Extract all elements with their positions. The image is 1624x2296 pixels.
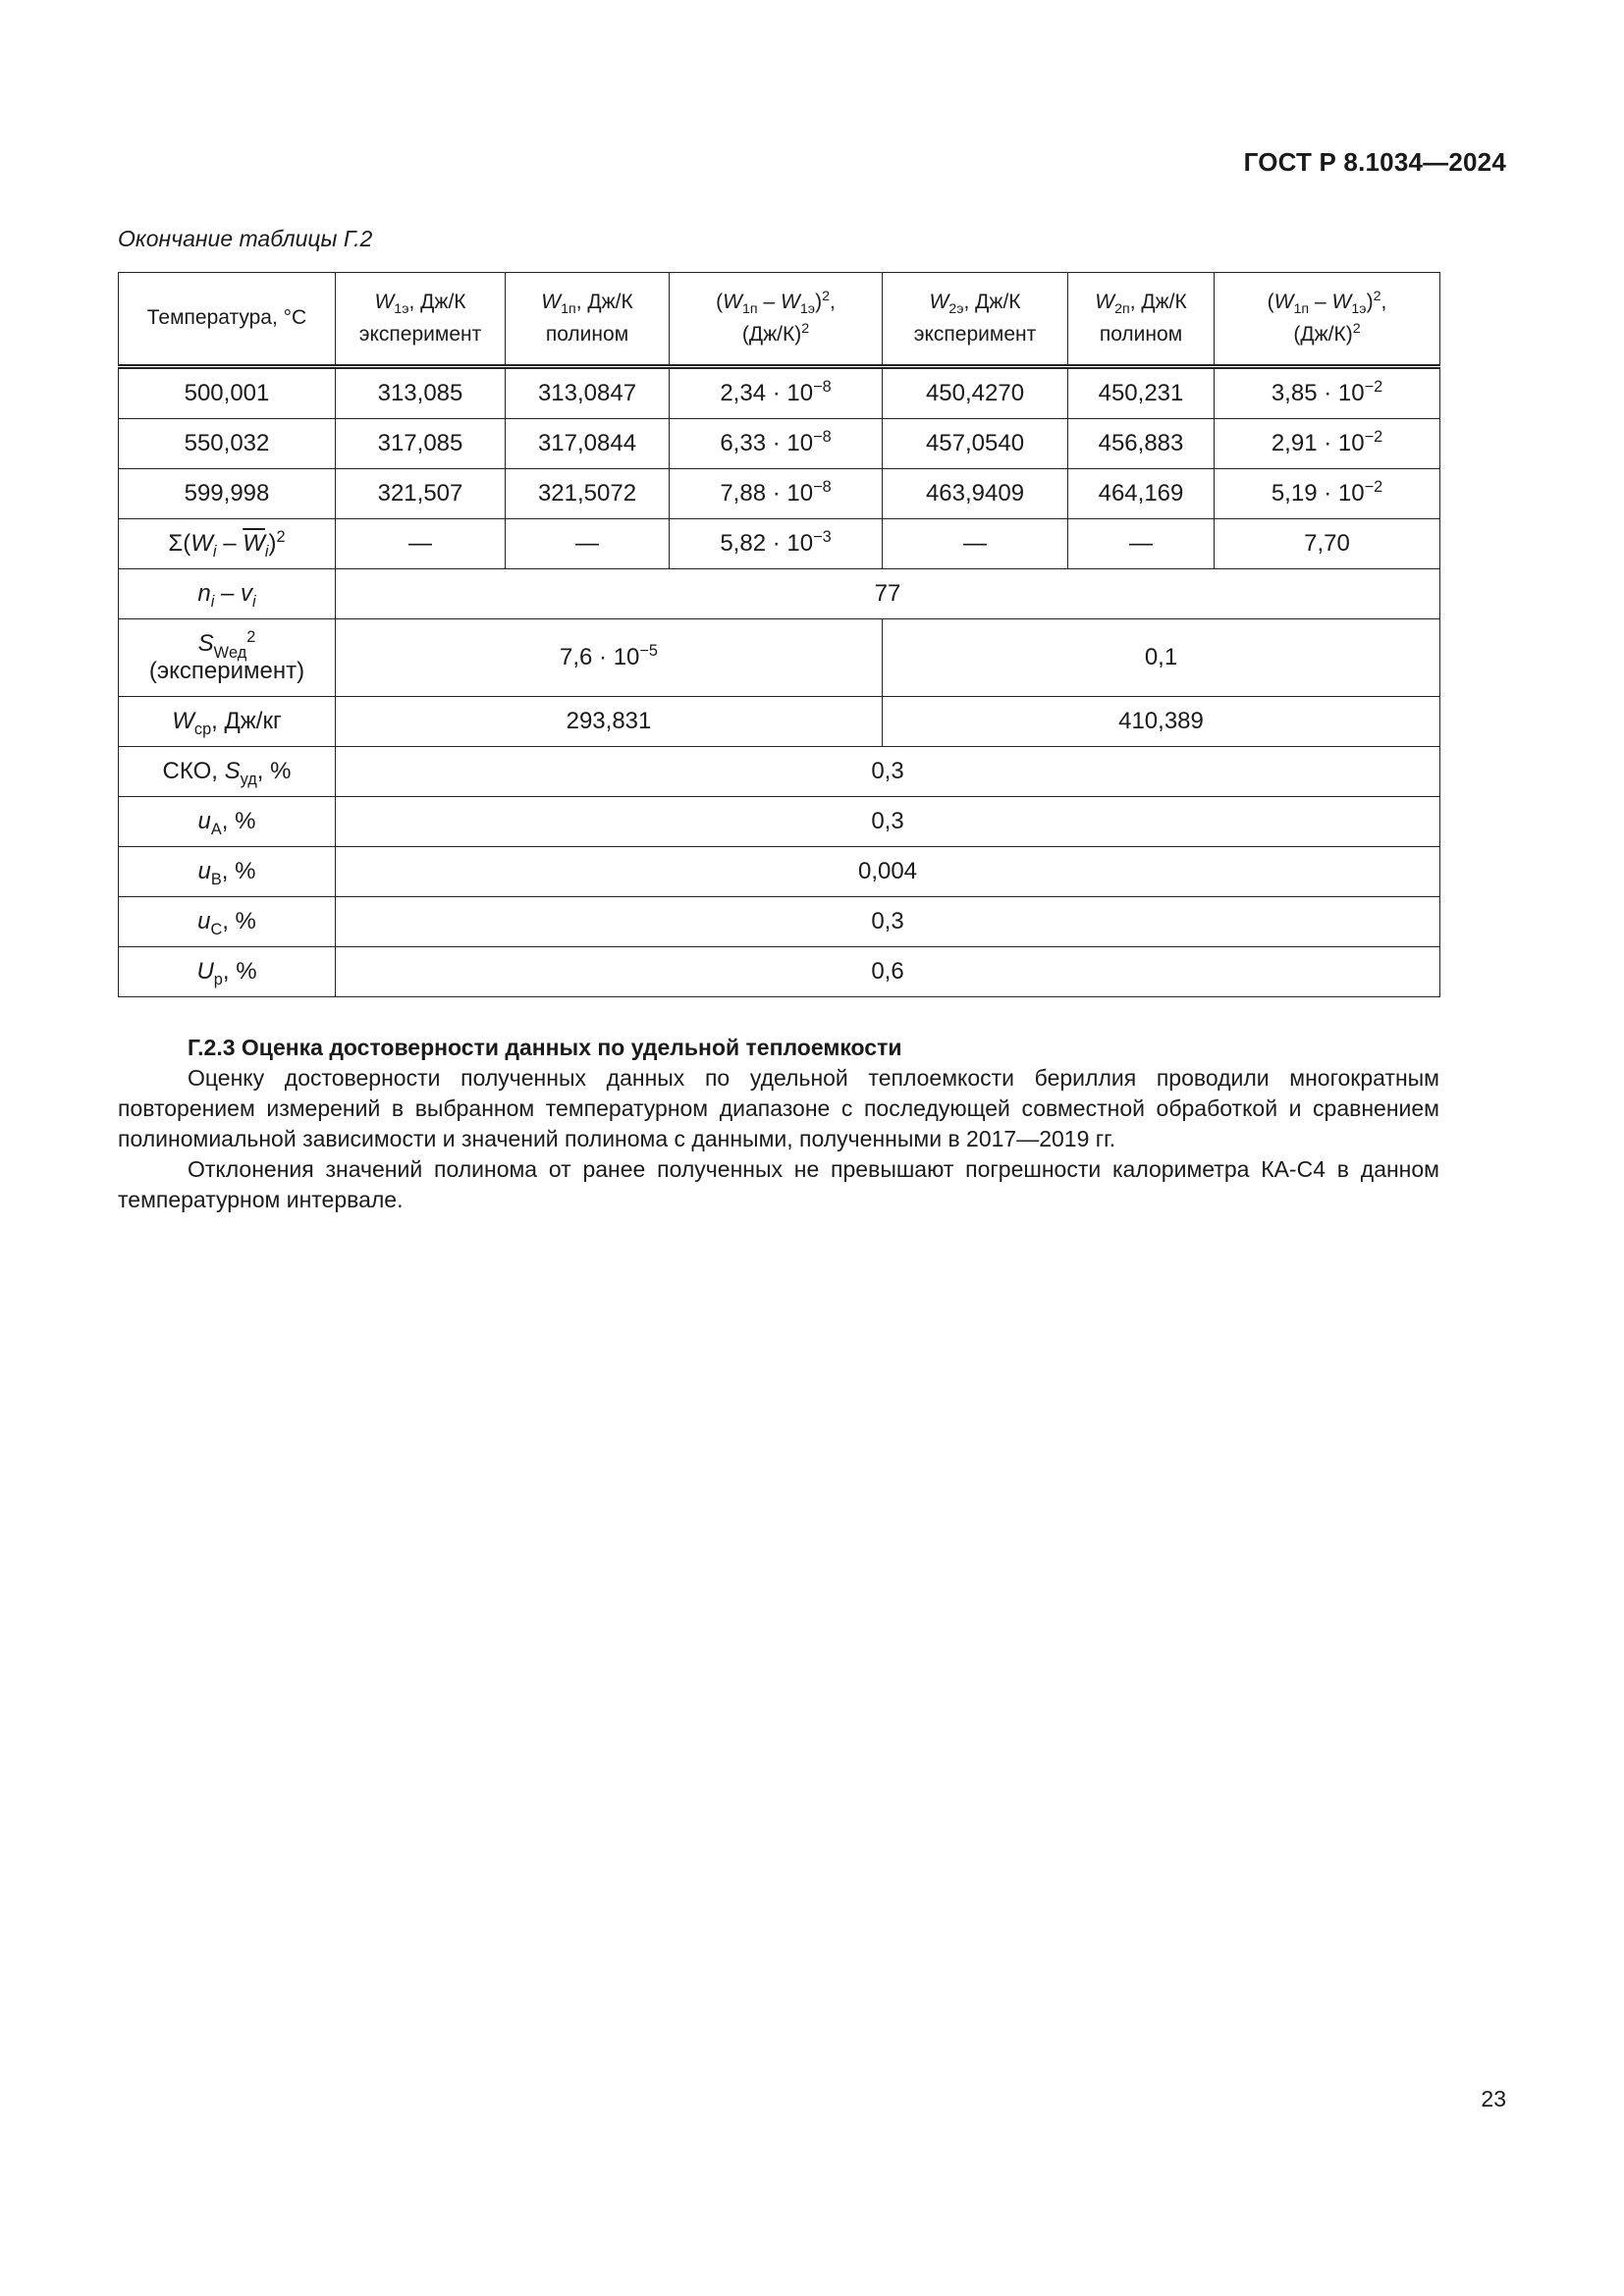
header-diff1: $(W_{1п} - W_{1э})^2$, $(Дж/К)^2$ [670, 273, 883, 367]
header-w2p: $W_{2п}$, Дж/К полином [1068, 273, 1215, 367]
section-paragraph-1: Оценку достоверности полученных данных по удельной теплоемкости бериллия проводили многократным повторением измерений в выбранном температурном диапазоне с последующей совместной обработкой и сравнением полиномиальной зависимости и значений полинома с данными, полученными в 2017—2019 гг. [118, 1065, 1439, 1151]
cell-diff2: $2,91 \cdot 10^{-2}$ [1215, 419, 1440, 469]
table-row [119, 367, 1440, 419]
ub-row [119, 847, 1440, 897]
degrees-freedom-row [119, 569, 1440, 619]
cell-temp: 500,001 [119, 367, 336, 419]
up-row [119, 947, 1440, 997]
cell-temp: 550,032 [119, 419, 336, 469]
sko-label: СКО, $S_{уд}$, % [119, 747, 336, 797]
header-w1e: $W_{1э}$, Дж/К эксперимент [336, 273, 506, 367]
header-temperature: Температура, °C [119, 273, 336, 367]
header-diff2: $(W_{1п} - W_{1э})^2$, $(Дж/К)^2$ [1215, 273, 1440, 367]
sko-row [119, 747, 1440, 797]
cell-dash: — [336, 519, 506, 569]
cell-w1p: 317,0844 [506, 419, 670, 469]
mean-value-1: 293,831 [336, 697, 883, 747]
ua-row [119, 797, 1440, 847]
section-paragraph-2: Отклонения значений полинома от ранее полученных не превышают погрешности калориметра КА-С4 в данном температурном интервале. [118, 1156, 1439, 1212]
ua-label: $u_A$, % [119, 797, 336, 847]
sko-value: 0,3 [336, 747, 1440, 797]
cell-diff2: $3,85 \cdot 10^{-2}$ [1215, 367, 1440, 419]
uc-label: $u_C$, % [119, 897, 336, 947]
uc-value: 0,3 [336, 897, 1440, 947]
sum-diff1: $5,82 \cdot 10^{-3}$ [670, 519, 883, 569]
cell-dash: — [1068, 519, 1215, 569]
table-caption: Окончание таблицы Г.2 [118, 226, 373, 251]
mean-row [119, 697, 1440, 747]
cell-w1p: 313,0847 [506, 367, 670, 419]
cell-temp: 599,998 [119, 469, 336, 519]
cell-w1p: 321,5072 [506, 469, 670, 519]
variance-label: $S_{Wед}^2$ (эксперимент) [119, 619, 336, 697]
cell-w2p: 464,169 [1068, 469, 1215, 519]
table-row [119, 419, 1440, 469]
up-value: 0,6 [336, 947, 1440, 997]
cell-dash: — [506, 519, 670, 569]
cell-w2e: 457,0540 [883, 419, 1068, 469]
cell-diff1: $6,33 \cdot 10^{-8}$ [670, 419, 883, 469]
section-title: Г.2.3 Оценка достоверности данных по удельной теплоемкости [188, 1035, 902, 1060]
degrees-freedom-label: $n_i - v_i$ [119, 569, 336, 619]
cell-w2e: 450,4270 [883, 367, 1068, 419]
page-number: 23 [1481, 2086, 1506, 2111]
table-header-row [119, 273, 1440, 367]
cell-w1e: 317,085 [336, 419, 506, 469]
cell-w2e: 463,9409 [883, 469, 1068, 519]
cell-w1e: 313,085 [336, 367, 506, 419]
cell-dash: — [883, 519, 1068, 569]
cell-diff1: $2,34 \cdot 10^{-8}$ [670, 367, 883, 419]
sum-row [119, 519, 1440, 569]
cell-diff1: $7,88 \cdot 10^{-8}$ [670, 469, 883, 519]
variance-row [119, 619, 1440, 697]
table-row [119, 469, 1440, 519]
mean-value-2: 410,389 [883, 697, 1440, 747]
standard-code: ГОСТ Р 8.1034—2024 [1243, 147, 1506, 177]
cell-w1e: 321,507 [336, 469, 506, 519]
cell-w2p: 456,883 [1068, 419, 1215, 469]
ub-label: $u_B$, % [119, 847, 336, 897]
header-w2e: $W_{2э}$, Дж/К эксперимент [883, 273, 1068, 367]
ub-value: 0,004 [336, 847, 1440, 897]
variance-value-1: $7,6 \cdot 10^{-5}$ [336, 619, 883, 697]
uc-row [119, 897, 1440, 947]
up-label: $U_p$, % [119, 947, 336, 997]
ua-value: 0,3 [336, 797, 1440, 847]
data-table [118, 272, 1440, 997]
sum-label: $\Sigma(W_i - \overline{W}_i)^2$ [119, 519, 336, 569]
cell-w2p: 450,231 [1068, 367, 1215, 419]
variance-value-2: 0,1 [883, 619, 1440, 697]
sum-diff2: 7,70 [1215, 519, 1440, 569]
degrees-freedom-value: 77 [336, 569, 1440, 619]
mean-label: $W_{ср}$, Дж/кг [119, 697, 336, 747]
cell-diff2: $5,19 \cdot 10^{-2}$ [1215, 469, 1440, 519]
header-w1p: $W_{1п}$, Дж/К полином [506, 273, 670, 367]
